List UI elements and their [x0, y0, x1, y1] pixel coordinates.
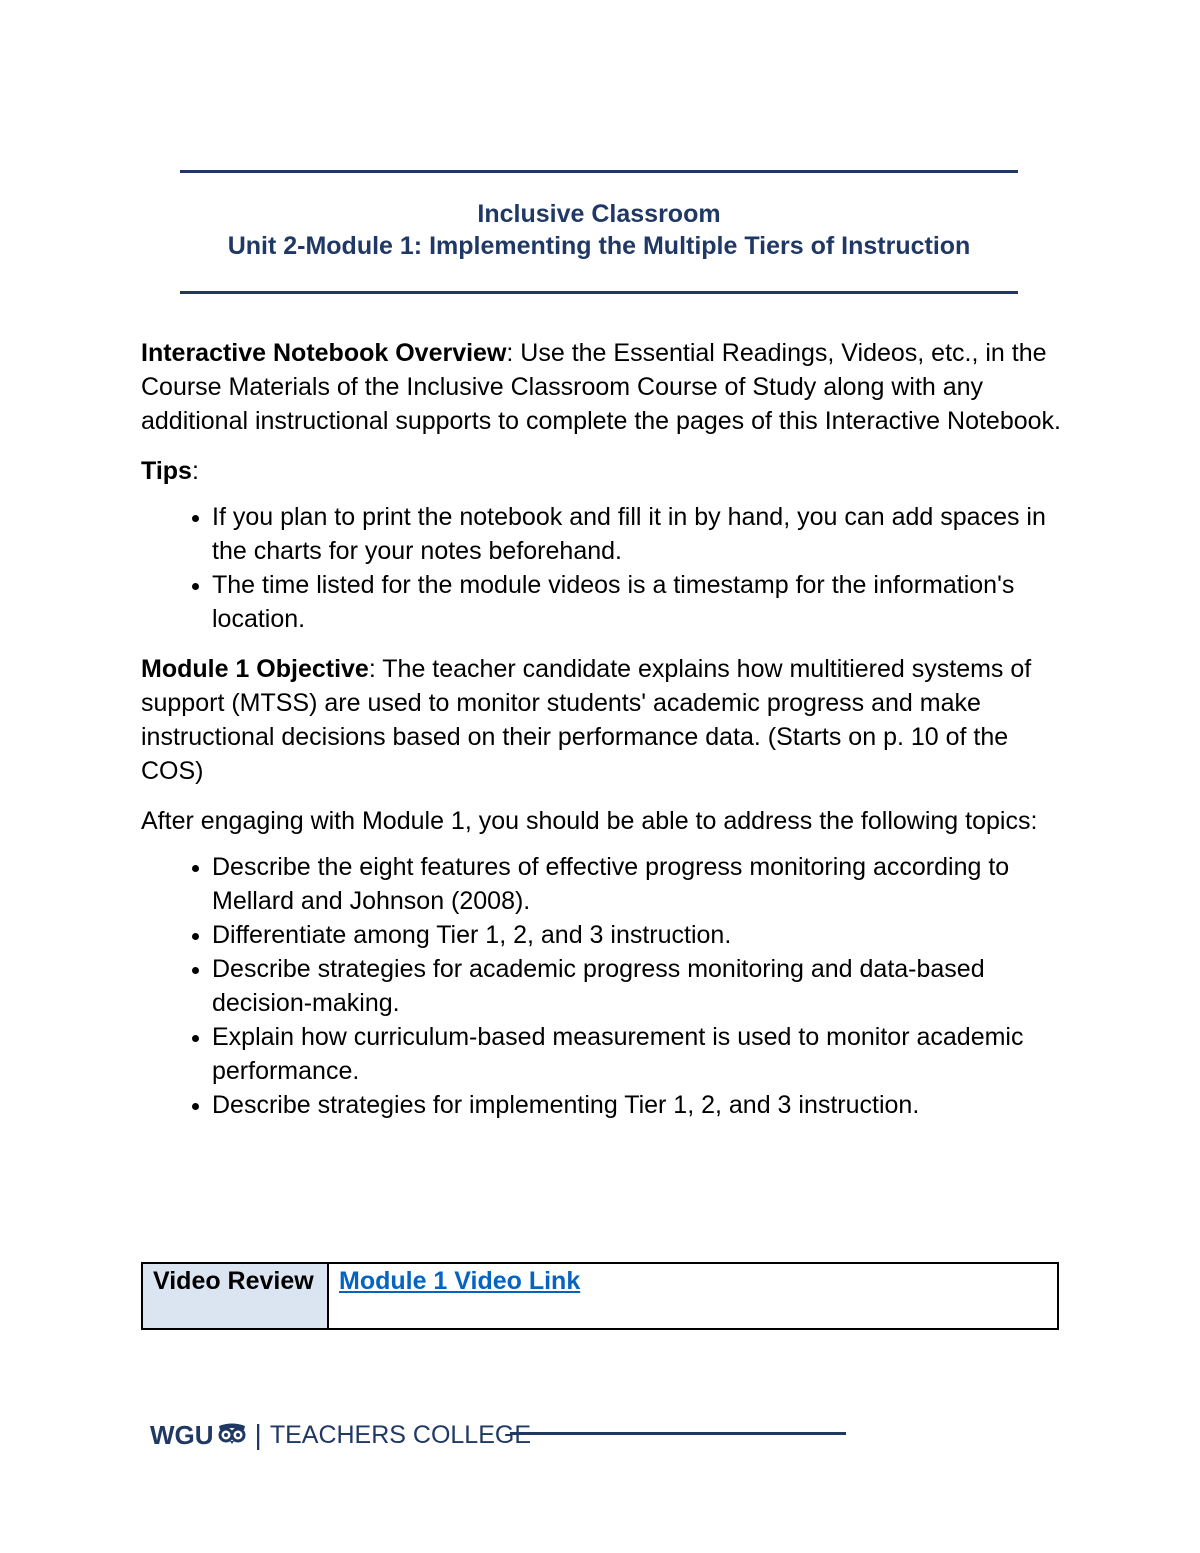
page-subtitle: Unit 2-Module 1: Implementing the Multiple Tiers of Instruction — [227, 232, 971, 260]
video-review-label: Video Review — [142, 1263, 328, 1329]
list-item: • The time listed for the module videos is a timestamp for the information's location. — [212, 568, 1061, 636]
objective-label: Module 1 Objective — [141, 655, 369, 683]
tips-label: Tips — [141, 457, 192, 485]
list-item: • Describe strategies for academic progress monitoring and data-based decision-making. — [212, 952, 1061, 1020]
table-row — [142, 1263, 1058, 1329]
owl-icon — [217, 1422, 247, 1449]
objective-paragraph — [141, 652, 1061, 788]
module-1-video-link[interactable]: Module 1 Video Link — [339, 1267, 581, 1295]
tips-suffix: : — [191, 457, 199, 485]
overview-paragraph — [141, 336, 1061, 438]
tips-list — [141, 500, 1061, 636]
footer-separator: | — [254, 1419, 262, 1450]
video-link-cell — [328, 1263, 1058, 1329]
wgu-wordmark: WGU — [150, 1419, 214, 1450]
page-title: Inclusive Classroom — [477, 200, 721, 228]
top-rule — [180, 170, 1018, 173]
footer-rule — [510, 1432, 846, 1435]
teachers-college-wordmark: TEACHERS COLLEGE — [269, 1420, 532, 1449]
list-item: • Describe the eight features of effective progress monitoring according to Mellard and Johnson (2008). — [212, 850, 1061, 918]
video-review-table — [141, 1262, 1059, 1330]
footer-logo — [150, 1412, 531, 1458]
list-item: • If you plan to print the notebook and fill it in by hand, you can add spaces in the charts for your notes beforehand. — [212, 500, 1061, 568]
topics-list — [141, 850, 1061, 1122]
overview-label: Interactive Notebook Overview — [141, 339, 507, 367]
list-item: • Explain how curriculum-based measurement is used to monitor academic performance. — [212, 1020, 1061, 1088]
page-header — [140, 198, 1058, 262]
main-content — [141, 336, 1061, 1138]
list-item: • Describe strategies for implementing Tier 1, 2, and 3 instruction. — [212, 1088, 1061, 1122]
topics-intro: After engaging with Module 1, you should be able to address the following topics: — [141, 807, 1038, 835]
overview-text: : Use the Essential Readings, Videos, etc., in the Course Materials of the Inclusive Classroom Course of Study along with any additional instructional supports to complete the pages of this Interactive Notebook. — [141, 339, 1061, 435]
objective-text: : The teacher candidate explains how multitiered systems of support (MTSS) are used to monitor students' academic progress and make instructional decisions based on their performance data. (Starts on p. 10 of the COS) — [141, 655, 1032, 785]
list-item: • Differentiate among Tier 1, 2, and 3 instruction. — [212, 918, 1061, 952]
header-bottom-rule — [180, 291, 1018, 294]
tips-heading — [141, 454, 1061, 488]
